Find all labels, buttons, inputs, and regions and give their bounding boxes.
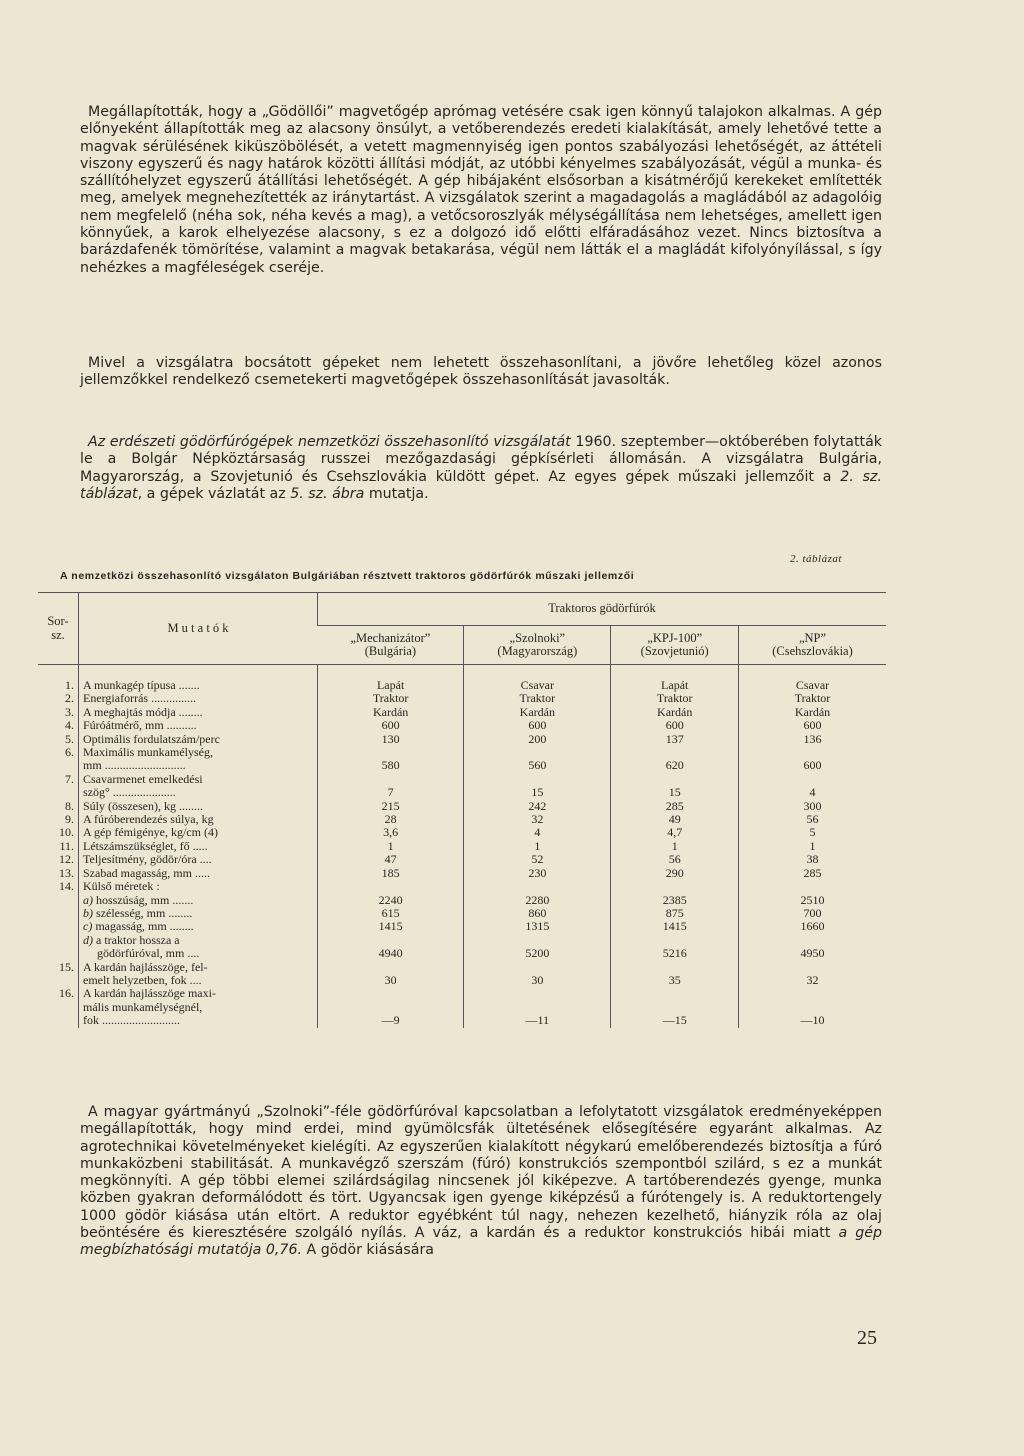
row-label-text: Energiaforrás ............... bbox=[83, 691, 197, 706]
cell-value: 1 bbox=[739, 840, 887, 853]
cell-value: 600 bbox=[739, 746, 887, 773]
cell-value: 130 bbox=[318, 733, 464, 746]
cell-value: 600 bbox=[318, 719, 464, 732]
paragraph-international-test bbox=[80, 434, 882, 503]
cell-value: Traktor bbox=[464, 692, 611, 705]
cell-value: —9 bbox=[318, 987, 464, 1027]
page-number: 25 bbox=[857, 1327, 877, 1349]
table-row bbox=[38, 987, 886, 1027]
cell-value: 580 bbox=[318, 746, 464, 773]
cell-value: 5 bbox=[739, 826, 887, 839]
cell-value: Kardán bbox=[464, 706, 611, 719]
cell-value: 560 bbox=[464, 746, 611, 773]
cell-value: 300 bbox=[739, 800, 887, 813]
row-label-text: A kardán hajlásszöge, fel- bbox=[83, 959, 208, 974]
row-number: 14. bbox=[59, 879, 74, 894]
row-label bbox=[79, 746, 318, 773]
cell-value: 1415 bbox=[611, 920, 739, 933]
cell-value: 4 bbox=[464, 826, 611, 839]
cell-value: 200 bbox=[464, 733, 611, 746]
italic-heading: Az erdészeti gödörfúrógépek nemzetközi összehasonlító vizsgálatát bbox=[88, 434, 571, 450]
cell-value: 1315 bbox=[464, 920, 611, 933]
cell-value: 15 bbox=[611, 773, 739, 800]
cell-value: 185 bbox=[318, 867, 464, 880]
cell-value: 620 bbox=[611, 746, 739, 773]
cell-value: 30 bbox=[318, 961, 464, 988]
cell-value: 4940 bbox=[318, 934, 464, 961]
table-row bbox=[38, 907, 886, 920]
table-row bbox=[38, 746, 886, 773]
row-label bbox=[79, 934, 318, 961]
row-label-text: A kardán hajlásszöge maxi- bbox=[83, 986, 216, 1001]
row-label bbox=[79, 853, 318, 866]
cell-value: Traktor bbox=[318, 692, 464, 705]
cell-value: 3,6 bbox=[318, 826, 464, 839]
row-label-text: A gép fémigénye, kg/cm (4) bbox=[83, 825, 218, 840]
cell-value: Lapát bbox=[318, 665, 464, 693]
cell-value: —10 bbox=[739, 987, 887, 1027]
row-label bbox=[79, 880, 318, 893]
paragraph-godolloi-seeder bbox=[80, 104, 882, 277]
cell-value: Kardán bbox=[739, 706, 887, 719]
paragraph-szolnoki-results bbox=[80, 1104, 882, 1260]
cell-value: 4,7 bbox=[611, 826, 739, 839]
row-label-text: szélesség, mm ........ bbox=[96, 905, 193, 920]
cell-value: 230 bbox=[464, 867, 611, 880]
row-number bbox=[38, 920, 79, 933]
row-number bbox=[38, 894, 79, 907]
cell-value: 2240 bbox=[318, 894, 464, 907]
cell-value: 1660 bbox=[739, 920, 887, 933]
sub-letter: d) bbox=[83, 932, 93, 947]
cell-value: 35 bbox=[611, 961, 739, 988]
row-label bbox=[79, 800, 318, 813]
text-run: A gödör kiásására bbox=[301, 1242, 434, 1259]
row-label-text: gödörfúróval, mm .... bbox=[97, 946, 200, 961]
cell-value: Traktor bbox=[611, 692, 739, 705]
row-number: 1. bbox=[65, 678, 74, 692]
cell-value: 1 bbox=[611, 840, 739, 853]
cell-value: 32 bbox=[464, 813, 611, 826]
paragraph-text: Megállapították, hogy a „Gödöllői” magvetőgép aprómag vetésére csak igen könnyű talajokon alkalmas. A gép előnyeként állapították meg az alacsony önsúlyt, a vetőberendezés eredeti kialakítását, amely lehetővé tette a magvak sérülésének kiküszöbölését, a vetett magmennyiség igen pontos szabályozási lehetőségét, az áttételi viszony egyszerű és nagy határok közötti állítási módját, az utóbbi kényelmes szabályozását, végül a munka- és szállítóhelyzet egyszerű átállítási lehetőségét. A gép hibájaként elsősorban a kisátmérőjű kerekeket említették meg, amelyek megnehezítették az iránytartást. A vizsgálatok szerint a magadagolás a magládából az adagolóig nem megfelelő (néha sok, néha kevés a mag), a vetőcsoroszlyák mélységállítása nem lehetséges, amellett igen könnyűek, a karok elhelyezése alacsony, s ez a dolgozó idő előtti elfáradásához vezet. Nincs biztosítva a barázdafenék tömörítése, valamint a magvak betakarása, végül nem látták el a magládát kifolyónyílással, s így nehézkes a magféleségek cseréje. bbox=[80, 104, 882, 276]
row-label bbox=[79, 813, 318, 826]
cell-value: 137 bbox=[611, 733, 739, 746]
table-title: A nemzetközi összehasonlító vizsgálaton Bulgáriában résztvett traktoros gödörfúrók műszaki jellemzői bbox=[60, 570, 635, 582]
row-label bbox=[79, 840, 318, 853]
row-label bbox=[79, 961, 318, 988]
col-header-machine: „Szolnoki” (Magyarország) bbox=[464, 626, 611, 665]
row-label-text: emelt helyzetben, fok .... bbox=[83, 972, 202, 987]
table-row bbox=[38, 920, 886, 933]
table-row bbox=[38, 934, 886, 961]
cell-value: 7 bbox=[318, 773, 464, 800]
row-number: 10. bbox=[59, 825, 74, 840]
row-label-text: fok .......................... bbox=[83, 1013, 180, 1028]
table-row bbox=[38, 719, 886, 732]
row-label bbox=[79, 867, 318, 880]
col-header-mutatok: M u t a t ó k bbox=[79, 593, 318, 665]
row-label-text: Maximális munkamélység, bbox=[83, 745, 213, 760]
cell-value: —15 bbox=[611, 987, 739, 1027]
row-number: 12. bbox=[59, 852, 74, 867]
cell-value: 49 bbox=[611, 813, 739, 826]
table-row bbox=[38, 813, 886, 826]
cell-value: 30 bbox=[464, 961, 611, 988]
cell-value: 52 bbox=[464, 853, 611, 866]
cell-value: 38 bbox=[739, 853, 887, 866]
text-run: , a gépek vázlatát az bbox=[137, 485, 291, 502]
cell-value: 5216 bbox=[611, 934, 739, 961]
cell-value: 215 bbox=[318, 800, 464, 813]
row-label-text: magasság, mm ........ bbox=[95, 919, 194, 934]
cell-value: 615 bbox=[318, 907, 464, 920]
cell-value: 56 bbox=[611, 853, 739, 866]
cell-value: 1 bbox=[318, 840, 464, 853]
cell-value: 290 bbox=[611, 867, 739, 880]
row-number bbox=[38, 934, 79, 961]
cell-value bbox=[464, 880, 611, 893]
row-label-text: A munkagép típusa ....... bbox=[83, 678, 200, 692]
cell-value: 285 bbox=[611, 800, 739, 813]
table-row bbox=[38, 733, 886, 746]
cell-value: Kardán bbox=[611, 706, 739, 719]
row-label bbox=[79, 733, 318, 746]
row-number: 4. bbox=[65, 718, 74, 733]
cell-value: 15 bbox=[464, 773, 611, 800]
table-row bbox=[38, 800, 886, 813]
row-label-text: a traktor hossza a bbox=[96, 932, 180, 947]
table-row bbox=[38, 867, 886, 880]
cell-value: 285 bbox=[739, 867, 887, 880]
row-number: 11. bbox=[59, 838, 74, 853]
cell-value: 2510 bbox=[739, 894, 887, 907]
cell-value: 2385 bbox=[611, 894, 739, 907]
row-number: 2. bbox=[65, 691, 74, 706]
col-header-sorsz: Sor-sz. bbox=[38, 593, 79, 665]
row-label-text: Csavarmenet emelkedési bbox=[83, 771, 203, 786]
row-number: 8. bbox=[65, 798, 74, 813]
table-number: 2. táblázat bbox=[790, 553, 842, 565]
cell-value: 56 bbox=[739, 813, 887, 826]
row-number: 16. bbox=[59, 986, 74, 1001]
figure-reference: 5. sz. ábra bbox=[290, 485, 365, 502]
sub-letter: a) bbox=[83, 892, 93, 907]
table-row bbox=[38, 961, 886, 988]
table-row bbox=[38, 826, 886, 839]
row-number: 5. bbox=[65, 731, 74, 746]
text-run: mutatja. bbox=[364, 485, 429, 502]
cell-value: 600 bbox=[611, 719, 739, 732]
row-label bbox=[79, 706, 318, 719]
row-number: 15. bbox=[59, 959, 74, 974]
row-label-text: Fúróátmérő, mm .......... bbox=[83, 718, 197, 733]
cell-value: 1415 bbox=[318, 920, 464, 933]
cell-value bbox=[318, 880, 464, 893]
row-label-text: szög° ..................... bbox=[83, 785, 176, 800]
cell-value: 860 bbox=[464, 907, 611, 920]
cell-value: 28 bbox=[318, 813, 464, 826]
table-row bbox=[38, 706, 886, 719]
table-row bbox=[38, 773, 886, 800]
cell-value bbox=[739, 880, 887, 893]
table-row bbox=[38, 853, 886, 866]
row-label bbox=[79, 692, 318, 705]
row-label-text: Külső méretek : bbox=[83, 879, 160, 894]
row-label-text: Optimális fordulatszám/perc bbox=[83, 731, 220, 746]
row-label bbox=[79, 826, 318, 839]
col-header-machine: „KPJ-100” (Szovjetunió) bbox=[611, 626, 739, 665]
table-row bbox=[38, 894, 886, 907]
table-row bbox=[38, 880, 886, 893]
cell-value bbox=[611, 880, 739, 893]
cell-value: 875 bbox=[611, 907, 739, 920]
row-label bbox=[79, 665, 318, 693]
row-label bbox=[79, 894, 318, 907]
cell-value: Csavar bbox=[739, 665, 887, 693]
cell-value: 600 bbox=[464, 719, 611, 732]
paragraph-recommendation bbox=[80, 355, 882, 390]
row-number: 6. bbox=[65, 745, 74, 760]
paragraph-text: Mivel a vizsgálatra bocsátott gépeket nem lehetett összehasonlítani, a jövőre lehetőleg közel azonos jellemzőkkel rendelkező csemetekerti magvetőgépek összehasonlítását javasolták. bbox=[80, 355, 882, 389]
cell-value: 1 bbox=[464, 840, 611, 853]
row-label-text: hosszúság, mm ....... bbox=[96, 892, 194, 907]
row-label bbox=[79, 719, 318, 732]
cell-value: Lapát bbox=[611, 665, 739, 693]
text-run: A magyar gyártmányú „Szolnoki”-féle gödörfúróval kapcsolatban a lefolytatott vizsgálatok eredményeképpen megállapították, hogy mind erdei, mind gyümölcsfák ültetésének elősegítésére egyaránt alkalmas. Az agrotechnikai követelményeket kielégíti. Az egyszerűen kialakított négykarú emelőberendezés biztosítja a fúró munkaközbeni stabilitását. A munkavégző szerszám (fúró) konstrukciós szempontból szilárd, s ez a munkát megkönnyíti. A gép többi elemei szilárdságilag nincsenek jól kiképezve. A tartóberendezés gyenge, munka közben gyakran deformálódott és tört. Ugyancsak igen gyenge kiképzésű a fúrótengely is. A reduktortengely 1000 gödör kiásása után eltört. A reduktor egyébként túl nagy, nehezen kezelhető, hiányzik róla az olaj beöntésére és kieresztésére szolgáló nyílás. A váz, a kardán és a reduktor konstrukciós hibái miatt bbox=[80, 1104, 882, 1242]
cell-value: 32 bbox=[739, 961, 887, 988]
row-label bbox=[79, 907, 318, 920]
specs-table bbox=[38, 592, 886, 1028]
table-row bbox=[38, 665, 886, 693]
cell-value: 700 bbox=[739, 907, 887, 920]
row-label-text: A meghajtás módja ........ bbox=[83, 704, 203, 719]
sub-letter: c) bbox=[83, 919, 93, 934]
row-label-text: Súly (összesen), kg ........ bbox=[83, 798, 203, 813]
row-label-text: A fúróberendezés súlya, kg bbox=[83, 812, 214, 827]
table-row bbox=[38, 840, 886, 853]
paragraph-text bbox=[80, 434, 882, 503]
cell-value: 5200 bbox=[464, 934, 611, 961]
sub-letter: b) bbox=[83, 905, 93, 920]
row-label bbox=[79, 987, 318, 1027]
row-label-text: mális munkamélységnél, bbox=[83, 999, 203, 1014]
table-row bbox=[38, 692, 886, 705]
row-number: 9. bbox=[65, 812, 74, 827]
paragraph-text bbox=[80, 1104, 882, 1260]
italic-emphasis: a gép megbízhatósági mutatója 0,76. bbox=[80, 1225, 882, 1259]
row-label-text: mm ........................... bbox=[83, 758, 186, 773]
row-label-text: Szabad magasság, mm ..... bbox=[83, 865, 210, 880]
row-label bbox=[79, 920, 318, 933]
cell-value: 242 bbox=[464, 800, 611, 813]
cell-value: 4950 bbox=[739, 934, 887, 961]
cell-value: 2280 bbox=[464, 894, 611, 907]
col-header-machine: „NP” (Csehszlovákia) bbox=[739, 626, 887, 665]
cell-value: —11 bbox=[464, 987, 611, 1027]
row-number: 3. bbox=[65, 704, 74, 719]
cell-value: 600 bbox=[739, 719, 887, 732]
row-label bbox=[79, 773, 318, 800]
row-number bbox=[38, 907, 79, 920]
col-header-group: Traktoros gödörfúrók bbox=[318, 593, 887, 626]
cell-value: 136 bbox=[739, 733, 887, 746]
row-label-text: Teljesítmény, gödör/óra .... bbox=[83, 852, 212, 867]
row-number: 7. bbox=[65, 771, 74, 786]
table-reference: 2. sz. táblázat bbox=[80, 468, 882, 502]
cell-value: 47 bbox=[318, 853, 464, 866]
text-run: 1960. szeptember—októberében folytatták le a Bolgár Népköztársaság russzei mezőgazdasági gépkísérleti állomásán. A vizsgálatra Bulgária, Magyarország, a Szovjetunió és Csehszlovákia küldött gépet. Az egyes gépek műszaki jellemzőit a bbox=[80, 434, 882, 485]
cell-value: 4 bbox=[739, 773, 887, 800]
row-label-text: Létszámszükséglet, fő ..... bbox=[83, 838, 208, 853]
cell-value: Csavar bbox=[464, 665, 611, 693]
cell-value: Traktor bbox=[739, 692, 887, 705]
row-number: 13. bbox=[59, 865, 74, 880]
cell-value: Kardán bbox=[318, 706, 464, 719]
col-header-machine: „Mechanizátor” (Bulgária) bbox=[318, 626, 464, 665]
